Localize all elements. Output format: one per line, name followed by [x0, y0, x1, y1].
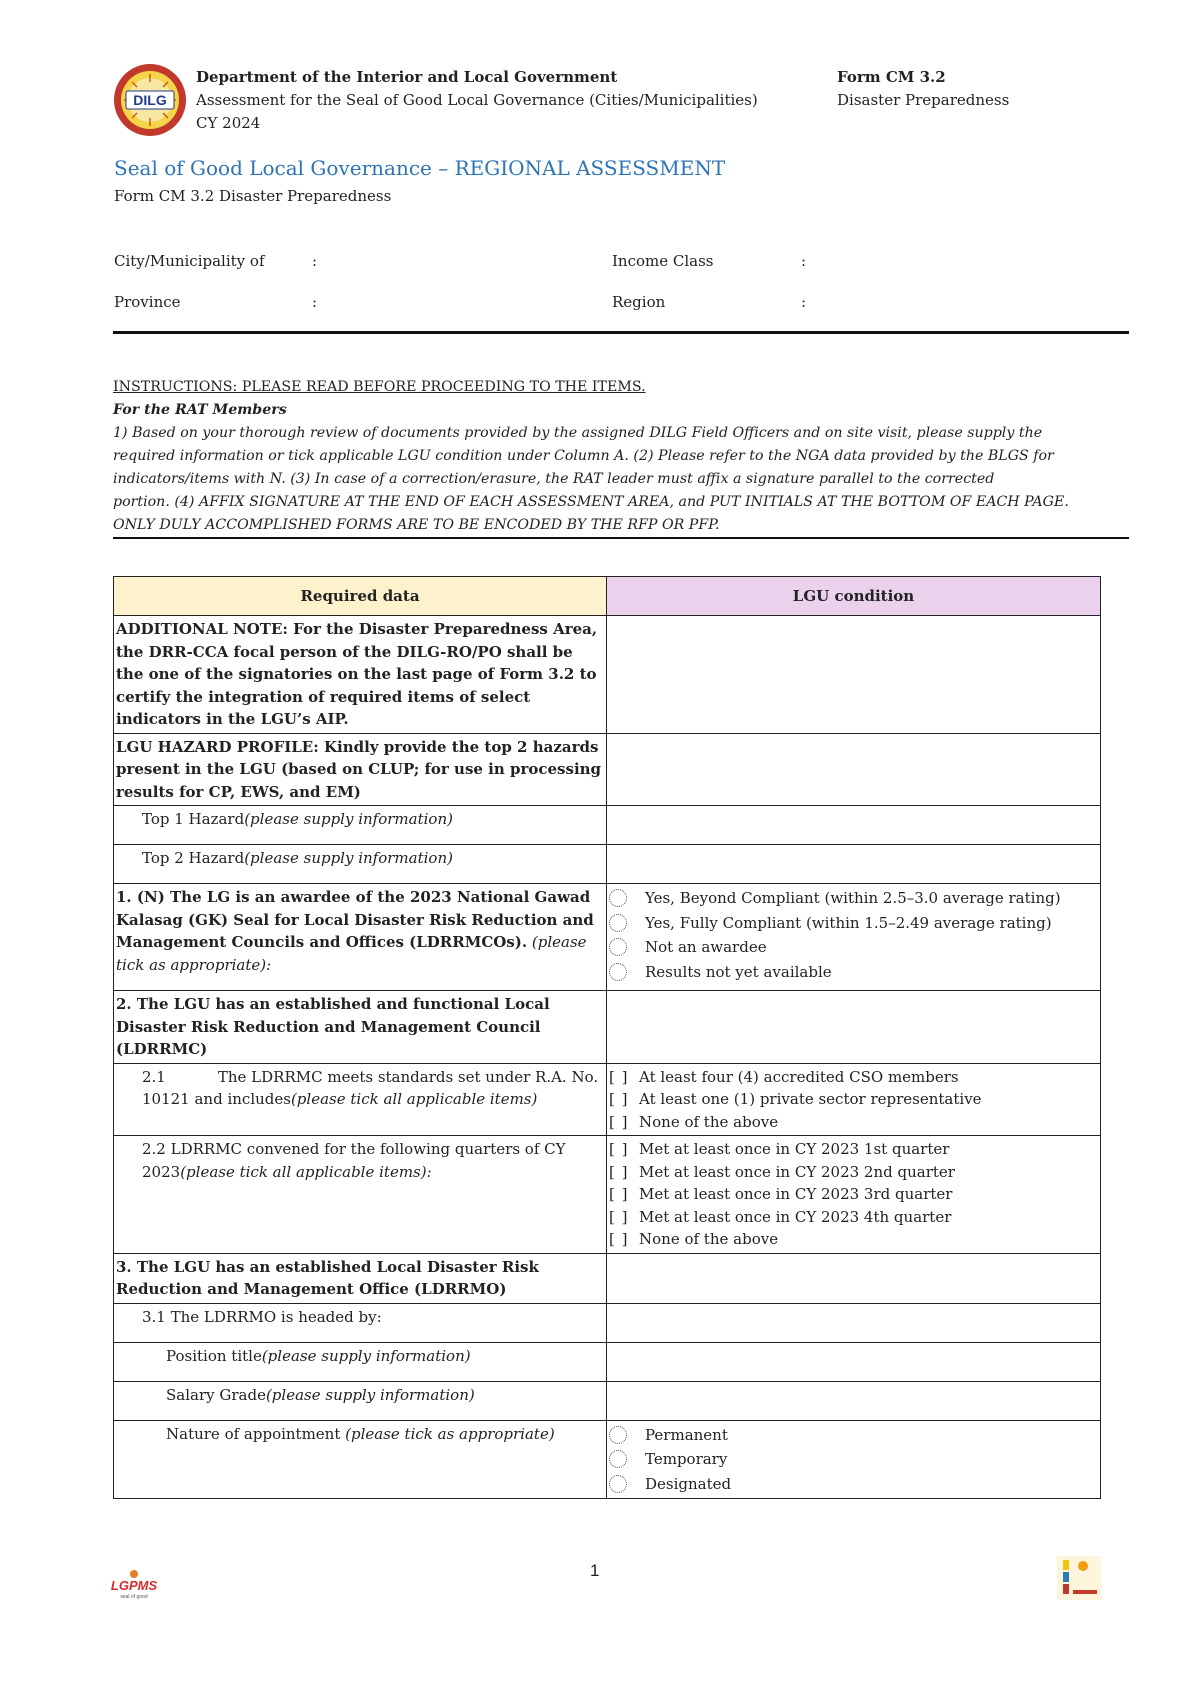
header-divider	[113, 331, 1129, 334]
item2-1-option-cso[interactable]: [ ] At least four (4) accredited CSO members	[609, 1066, 1098, 1089]
item2-2-options	[607, 1136, 1101, 1254]
page-subtitle: Form CM 3.2 Disaster Preparedness	[114, 187, 392, 205]
nature-instruction: (please tick as appropriate)	[340, 1424, 555, 1443]
instructions-line-5: ONLY DULY ACCOMPLISHED FORMS ARE TO BE ENCODED BY THE RFP OR PFP.	[113, 517, 720, 533]
assessment-year: CY 2024	[196, 114, 261, 132]
column-header-required-data: Required data	[114, 577, 607, 616]
top1-hazard-label: Top 1 Hazard	[142, 810, 245, 828]
position-supply-info: (please supply information)	[261, 1346, 471, 1365]
item1-option-not-awardee[interactable]: Not an awardee	[609, 935, 1098, 960]
item2-1-option-none[interactable]: [ ] None of the above	[609, 1111, 1098, 1134]
instructions-line-3: indicators/items with N. (3) In case of a correction/erasure, the RAT leader must affix a signature parallel to the corrected	[113, 471, 995, 487]
item2-text: 2. The LGU has an established and functional Local Disaster Risk Reduction and Management Council (LDRRMC)	[114, 991, 607, 1064]
item2-2-option-none[interactable]: [ ] None of the above	[609, 1228, 1098, 1251]
instructions-for-rat: For the RAT Members	[113, 402, 287, 418]
region-label: Region	[612, 293, 666, 311]
city-colon: :	[312, 252, 318, 270]
column-header-lgu-condition: LGU condition	[607, 577, 1101, 616]
top2-hazard-label: Top 2 Hazard	[142, 849, 245, 867]
radio-icon[interactable]	[609, 1450, 627, 1468]
instructions-heading: INSTRUCTIONS: PLEASE READ BEFORE PROCEEDING TO THE ITEMS.	[113, 379, 646, 395]
svg-text:LGPMS: LGPMS	[110, 1578, 158, 1593]
item1-option-fully-compliant[interactable]: Yes, Fully Compliant (within 1.5–2.49 average rating)	[609, 911, 1098, 936]
top1-supply-info: (please supply information)	[244, 810, 453, 828]
nature-option-permanent[interactable]: Permanent	[609, 1423, 1098, 1448]
assessment-table	[113, 576, 1101, 1499]
item1-cell	[114, 884, 607, 991]
item3-1-condition-cell[interactable]	[607, 1303, 1101, 1342]
additional-note-condition-cell[interactable]	[607, 616, 1101, 734]
checkbox-icon[interactable]: [ ]	[609, 1140, 629, 1158]
salary-grade-row	[114, 1381, 607, 1420]
item1-instruction: (please tick as appropriate):	[116, 933, 587, 974]
item3-1-text: 3.1 The LDRRMO is headed by:	[114, 1303, 607, 1342]
item2-2-option-q3[interactable]: [ ] Met at least once in CY 2023 3rd quarter	[609, 1183, 1098, 1206]
salary-grade-label: Salary Grade	[166, 1385, 266, 1404]
region-colon: :	[801, 293, 807, 311]
item2-1-instruction: (please tick all applicable items)	[290, 1090, 538, 1108]
item1-option-not-available[interactable]: Results not yet available	[609, 960, 1098, 985]
item2-1-text: The LDRRMC meets standards set under R.A. No. 10121 and includes	[142, 1067, 599, 1108]
radio-icon[interactable]	[609, 914, 627, 932]
top1-hazard-row	[114, 806, 607, 845]
item2-1-option-private-sector[interactable]: [ ] At least one (1) private sector representative	[609, 1088, 1098, 1111]
seal-of-good-governance-logo	[1057, 1556, 1101, 1600]
item2-2-text: 2.2 LDRRMC convened for the following quarters of CY 2023	[142, 1140, 566, 1181]
svg-text:seal of good: seal of good	[120, 1594, 148, 1600]
nature-option-designated[interactable]: Designated	[609, 1472, 1098, 1497]
salary-grade-input[interactable]	[607, 1381, 1101, 1420]
item2-2-instruction: (please tick all applicable items):	[180, 1162, 432, 1181]
income-class-label: Income Class	[612, 252, 714, 270]
item2-2-option-q2[interactable]: [ ] Met at least once in CY 2023 2nd quarter	[609, 1161, 1098, 1184]
position-title-input[interactable]	[607, 1342, 1101, 1381]
item3-condition-cell[interactable]	[607, 1253, 1101, 1303]
hazard-profile: LGU HAZARD PROFILE: Kindly provide the top 2 hazards present in the LGU (based on CLUP; for use in processing results for CP, EWS, and EM)	[114, 733, 607, 806]
checkbox-icon[interactable]: [ ]	[609, 1090, 629, 1108]
form-code: Form CM 3.2	[837, 68, 946, 86]
radio-icon[interactable]	[609, 889, 627, 907]
instructions-line-4: portion. (4) AFFIX SIGNATURE AT THE END OF EACH ASSESSMENT AREA, and PUT INITIALS AT THE BOTTOM OF EACH PAGE.	[113, 494, 1069, 510]
instructions-divider	[113, 537, 1129, 539]
city-label: City/Municipality of	[114, 252, 265, 270]
salary-supply-info: (please supply information)	[265, 1385, 475, 1404]
page-title: Seal of Good Local Governance – REGIONAL ASSESSMENT	[114, 156, 726, 180]
top1-hazard-input[interactable]	[607, 806, 1101, 845]
checkbox-icon[interactable]: [ ]	[609, 1230, 629, 1248]
additional-note: ADDITIONAL NOTE: For the Disaster Preparedness Area, the DRR-CCA focal person of the DILG-RO/PO shall be the one of the signatories on the last page of Form 3.2 to certify the integration of required items of select indicators in the LGU’s AIP.	[114, 616, 607, 734]
instructions-line-2: required information or tick applicable LGU condition under Column A. (2) Please refer to the NGA data provided by the BLGS for	[113, 448, 1054, 464]
item2-1-cell	[114, 1063, 607, 1136]
checkbox-icon[interactable]: [ ]	[609, 1112, 629, 1131]
svg-text:DILG: DILG	[133, 92, 167, 108]
item2-2-option-q1[interactable]: [ ] Met at least once in CY 2023 1st quarter	[609, 1138, 1098, 1161]
income-colon: :	[801, 252, 807, 270]
instructions-line-1: 1) Based on your thorough review of documents provided by the assigned DILG Field Officers and on site visit, please supply the	[113, 425, 1043, 441]
top2-supply-info: (please supply information)	[244, 849, 453, 867]
checkbox-icon[interactable]: [ ]	[609, 1067, 629, 1086]
radio-icon[interactable]	[609, 938, 627, 956]
department-name: Department of the Interior and Local Government	[196, 68, 618, 86]
top2-hazard-input[interactable]	[607, 845, 1101, 884]
item2-2-option-q4[interactable]: [ ] Met at least once in CY 2023 4th quarter	[609, 1206, 1098, 1229]
nature-option-temporary[interactable]: Temporary	[609, 1447, 1098, 1472]
radio-icon[interactable]	[609, 963, 627, 981]
item1-option-beyond-compliant[interactable]: Yes, Beyond Compliant (within 2.5–3.0 average rating)	[609, 886, 1098, 911]
nature-appointment-label: Nature of appointment	[166, 1424, 341, 1443]
lgpms-logo	[110, 1568, 158, 1600]
checkbox-icon[interactable]: [ ]	[609, 1162, 629, 1181]
item2-2-cell	[114, 1136, 607, 1254]
province-label: Province	[114, 293, 181, 311]
item1-text: 1. (N) The LG is an awardee of the 2023 National Gawad Kalasag (GK) Seal for Local Disaster Risk Reduction and Management Councils and Offices (LDRRMCOs).	[116, 888, 594, 951]
item3-text: 3. The LGU has an established Local Disaster Risk Reduction and Management Office (LDRRMO)	[114, 1253, 607, 1303]
assessment-title: Assessment for the Seal of Good Local Governance (Cities/Municipalities)	[196, 91, 758, 109]
item2-condition-cell[interactable]	[607, 991, 1101, 1064]
checkbox-icon[interactable]: [ ]	[609, 1185, 629, 1203]
item2-1-options	[607, 1063, 1101, 1136]
item1-options	[607, 884, 1101, 991]
radio-icon[interactable]	[609, 1475, 627, 1493]
page-number: 1	[590, 1561, 600, 1580]
form-area: Disaster Preparedness	[837, 91, 1010, 109]
province-colon: :	[312, 293, 318, 311]
top2-hazard-row	[114, 845, 607, 884]
radio-icon[interactable]	[609, 1426, 627, 1444]
dilg-seal-logo	[112, 62, 188, 138]
position-title-row	[114, 1342, 607, 1381]
position-title-label: Position title	[166, 1346, 262, 1365]
checkbox-icon[interactable]: [ ]	[609, 1207, 629, 1226]
nature-options	[607, 1420, 1101, 1499]
nature-appointment-row	[114, 1420, 607, 1499]
hazard-profile-condition-cell[interactable]	[607, 733, 1101, 806]
item2-1-number: 2.1	[142, 1067, 166, 1086]
